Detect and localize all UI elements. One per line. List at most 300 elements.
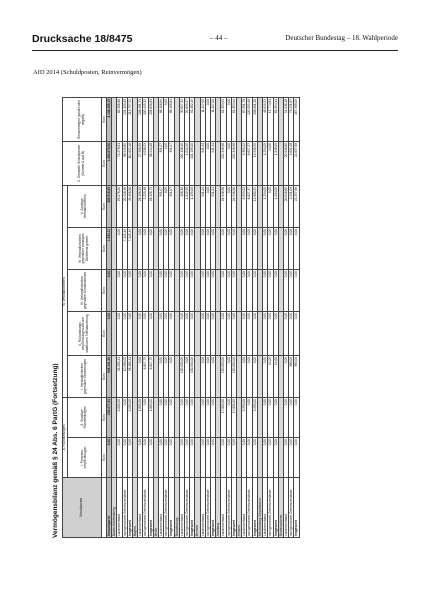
value-cell: 0,00 xyxy=(138,355,143,397)
value-cell: 38.543,85 xyxy=(122,141,127,185)
col-header: IV. Verbindlichkeiten gegenüber sonstigen Darlehens-gebern xyxy=(67,227,101,269)
row-label: Insgesamt xyxy=(148,478,153,538)
row-label: Insgesamt xyxy=(294,478,299,538)
value-cell: 0,00 xyxy=(200,227,205,269)
value-cell: 0,00 xyxy=(185,227,190,269)
row-label: Brandenburg xyxy=(174,478,179,538)
value-cell: 0,00 xyxy=(211,269,216,311)
value-cell: 192.346,56 xyxy=(231,141,236,185)
value-cell: 20.016,60 xyxy=(283,141,288,185)
value-cell: 0,00 xyxy=(242,227,247,269)
value-cell: 20.016,60 xyxy=(283,185,288,227)
value-cell: 0,00 xyxy=(159,227,164,269)
value-cell: 24.546,56 xyxy=(221,185,226,227)
value-cell: 120.559,48 xyxy=(247,97,252,141)
row-label: Landesverband xyxy=(283,478,288,538)
value-cell: 0,00 xyxy=(200,397,205,437)
value-cell: 87.501,78 xyxy=(242,97,247,141)
col-header: I. Verbindlichkeiten gegenüber Gliederungen xyxy=(67,355,101,397)
value-cell: 9.038,23 xyxy=(143,141,148,185)
value-cell: 0,00 xyxy=(226,97,231,141)
value-cell: 0,00 xyxy=(169,355,174,397)
value-cell: 0,00 xyxy=(268,185,273,227)
value-cell: 0,00 xyxy=(185,438,190,478)
table-title: Vermögensbilanz gemäß § 24 Abs. 6 PartG (Fortsetzung) xyxy=(52,363,59,538)
value-cell: 0,00 xyxy=(289,269,294,311)
value-cell: 0,00 xyxy=(138,438,143,478)
col-header: V. Sonstige Verbindlichkeiten xyxy=(67,185,101,227)
value-cell: 0,00 xyxy=(117,311,122,355)
value-cell: 0,00 xyxy=(117,227,122,269)
value-cell: 0,00 xyxy=(107,269,112,311)
value-cell: 25.078,20 xyxy=(117,185,122,227)
value-cell: 0,00 xyxy=(283,397,288,437)
value-cell: 380,00 xyxy=(294,355,299,397)
value-cell: 0,00 xyxy=(273,397,278,437)
value-cell: 2.241,08 xyxy=(289,185,294,227)
value-cell: 0,00 xyxy=(226,355,231,397)
value-cell: 391,07 xyxy=(169,185,174,227)
value-cell: 0,00 xyxy=(148,438,153,478)
value-cell: 0,00 xyxy=(179,438,184,478)
value-cell: 941,24 xyxy=(211,185,216,227)
value-cell: 0,00 xyxy=(185,355,190,397)
value-cell: 0,00 xyxy=(247,438,252,478)
value-cell: 0,00 xyxy=(190,311,195,355)
value-cell: 0,00 xyxy=(211,397,216,437)
unit-cell: Euro xyxy=(101,227,106,269)
value-cell: 192.346,56 xyxy=(221,141,226,185)
value-cell: 0,00 xyxy=(179,227,184,269)
value-cell: 94.036,18 xyxy=(283,97,288,141)
value-cell: 100.000,00 xyxy=(179,355,184,397)
value-cell: 0,00 xyxy=(252,227,257,269)
table-row xyxy=(294,97,299,537)
value-cell: 0,00 xyxy=(179,311,184,355)
value-cell: 0,00 xyxy=(205,227,210,269)
value-cell: 51.462,49 xyxy=(190,97,195,141)
value-cell: 0,00 xyxy=(148,269,153,311)
value-cell: 941,24 xyxy=(211,141,216,185)
value-cell: 439.518,56 xyxy=(107,185,112,227)
value-cell: 6.053,22 xyxy=(242,185,247,227)
row-label: nachgeordnete Gebietsverbände xyxy=(226,478,231,538)
value-cell: 28.326,73 xyxy=(148,185,153,227)
unit-cell: Euro xyxy=(101,355,106,397)
value-cell: 0,00 xyxy=(159,355,164,397)
value-cell: 14,00 xyxy=(268,355,273,397)
table-body xyxy=(107,97,300,537)
col-header: III. Verbindlichkeiten gegenüber Kreditinstituten xyxy=(67,269,101,311)
value-cell: 0,00 xyxy=(138,227,143,269)
value-cell: 0,00 xyxy=(148,227,153,269)
value-cell: 0,00 xyxy=(226,397,231,437)
value-cell: 0,00 xyxy=(190,397,195,437)
value-cell: 0,00 xyxy=(179,269,184,311)
value-cell: 0,00 xyxy=(143,269,148,311)
value-cell: 17.800,00 xyxy=(231,397,236,437)
row-label: Insgesamt xyxy=(252,478,257,538)
row-label: Bayern xyxy=(133,478,138,538)
value-cell: 36.944,48 xyxy=(148,141,153,185)
value-cell: 0,00 xyxy=(200,438,205,478)
value-cell: 15.930,59 xyxy=(252,141,257,185)
row-label: Landesverband xyxy=(263,478,268,538)
row-label: nachgeordnete Gebietsverbände xyxy=(143,478,148,538)
value-cell: 0,00 xyxy=(247,269,252,311)
page-header xyxy=(32,33,398,49)
value-cell: 0,00 xyxy=(122,311,127,355)
value-cell: 0,00 xyxy=(289,397,294,437)
value-cell: 0,00 xyxy=(164,355,169,397)
value-cell: 0,00 xyxy=(205,397,210,437)
value-cell: 0,00 xyxy=(164,311,169,355)
value-cell: 0,00 xyxy=(122,269,127,311)
value-cell: 26.106,25 xyxy=(138,185,143,227)
value-cell: 126,10 xyxy=(179,185,184,227)
parliament-label: Deutscher Bundestag – 18. Wahlperiode xyxy=(285,34,398,42)
value-cell: 167.968,05 xyxy=(294,97,299,141)
row-label: Landesverband xyxy=(179,478,184,538)
value-cell: 0,00 xyxy=(263,438,268,478)
value-cell: 1.800,00 xyxy=(148,397,153,437)
value-cell: 213.757,53 xyxy=(127,97,132,141)
value-cell: 380,00 xyxy=(289,355,294,397)
row-label: Insgesamt xyxy=(273,478,278,538)
value-cell: 0,00 xyxy=(221,269,226,311)
value-cell: 3.250,00 xyxy=(242,397,247,437)
value-cell: 0,00 xyxy=(164,227,169,269)
row-label: Hamburg xyxy=(216,478,221,538)
row-label: Insgesamt xyxy=(211,478,216,538)
value-cell: 0,00 xyxy=(268,227,273,269)
col-header: I. Pensions-verpflichtungen xyxy=(67,438,101,478)
value-cell: 0,00 xyxy=(268,269,273,311)
value-cell: 0,00 xyxy=(226,438,231,478)
row-label: nachgeordnete Gebietsverbände xyxy=(205,478,210,538)
value-cell: 0,00 xyxy=(252,269,257,311)
value-cell: 0,00 xyxy=(143,227,148,269)
row-label: Landesverband xyxy=(117,478,122,538)
value-cell: 56.180,41 xyxy=(127,355,132,397)
value-cell: 0,00 xyxy=(283,269,288,311)
value-cell: 0,00 xyxy=(169,438,174,478)
value-cell: 0,00 xyxy=(127,311,132,355)
value-cell: 0,00 xyxy=(205,185,210,227)
value-cell: 0,00 xyxy=(159,397,164,437)
value-cell: 27.906,25 xyxy=(138,141,143,185)
value-cell: 7.145,49 xyxy=(122,227,127,269)
value-cell: 0,00 xyxy=(169,269,174,311)
value-cell: 0,00 xyxy=(143,397,148,437)
label-header: Schuldposten xyxy=(63,478,102,538)
page-number: – 44 – xyxy=(210,34,228,42)
value-cell: 0,00 xyxy=(242,311,247,355)
value-cell: 0,00 xyxy=(231,227,236,269)
value-cell: 0,00 xyxy=(179,397,184,437)
value-cell: 391,07 xyxy=(169,141,174,185)
unit-cell: Euro xyxy=(101,185,106,227)
value-cell: 0,00 xyxy=(289,438,294,478)
row-label: Berlin xyxy=(153,478,158,538)
value-cell: 11.117,09 xyxy=(200,97,205,141)
col-header: II. Sonstige Rückstellungen xyxy=(67,397,101,437)
value-cell: 0,00 xyxy=(283,438,288,478)
value-cell: 62.394,14 xyxy=(273,97,278,141)
unit-cell: Euro xyxy=(101,438,106,478)
value-cell: 0,00 xyxy=(164,141,169,185)
rotated-balance-sheet xyxy=(52,98,372,538)
value-cell: 12.680,59 xyxy=(252,185,257,227)
value-cell: 6.817,75 xyxy=(148,355,153,397)
value-cell: 0,00 xyxy=(164,97,169,141)
value-cell: 6.817,75 xyxy=(143,355,148,397)
value-cell: 0,00 xyxy=(143,438,148,478)
unit-cell: Euro xyxy=(101,97,106,141)
value-cell: 0,00 xyxy=(190,227,195,269)
value-cell: 941,24 xyxy=(200,141,205,185)
value-cell: 11.117,09 xyxy=(211,97,216,141)
value-cell: 0,00 xyxy=(107,311,112,355)
value-cell: 0,00 xyxy=(205,269,210,311)
value-cell: 0,00 xyxy=(263,311,268,355)
value-cell: 0,00 xyxy=(143,311,148,355)
value-cell: 806.341,90 xyxy=(107,355,112,397)
value-cell: 0,00 xyxy=(263,355,268,397)
value-cell: 0,00 xyxy=(252,355,257,397)
value-cell: 101.139,00 xyxy=(190,141,195,185)
row-label: Landesverband xyxy=(242,478,247,538)
value-cell: 2.621,08 xyxy=(289,141,294,185)
value-cell: 0,00 xyxy=(211,311,216,355)
value-cell: 0,00 xyxy=(164,438,169,478)
value-cell: 6.627,37 xyxy=(247,185,252,227)
section-caption: AfD 2014 (Schuldposten, Reinvermögen) xyxy=(33,69,142,76)
value-cell: 0,00 xyxy=(231,438,236,478)
value-cell: 0,00 xyxy=(138,269,143,311)
value-cell: 0,00 xyxy=(273,438,278,478)
value-cell: 0,00 xyxy=(273,227,278,269)
value-cell: 0,00 xyxy=(117,438,122,478)
value-cell: 48.619,33 xyxy=(263,97,268,141)
value-cell: 13.774,81 xyxy=(268,97,273,141)
value-cell: 1.800,00 xyxy=(138,397,143,437)
value-cell: 0,00 xyxy=(200,355,205,397)
value-cell: 0,00 xyxy=(138,311,143,355)
row-label: Gesamtpartei xyxy=(107,478,112,538)
value-cell: 0,00 xyxy=(294,311,299,355)
row-label: Landesverband xyxy=(159,478,164,538)
row-label: Landesverband xyxy=(200,478,205,538)
row-label: Niedersachsen xyxy=(278,478,283,538)
value-cell: 0,00 xyxy=(211,227,216,269)
value-cell: 88.106,84 xyxy=(169,97,174,141)
value-cell: 0,00 xyxy=(169,311,174,355)
value-cell: 0,00 xyxy=(283,355,288,397)
row-label: Insgesamt xyxy=(231,478,236,538)
value-cell: 1.012,90 xyxy=(185,185,190,227)
value-cell: 3.250,00 xyxy=(252,397,257,437)
value-cell: 0,00 xyxy=(117,269,122,311)
value-cell: 7.145,49 xyxy=(127,227,132,269)
value-cell: 0,00 xyxy=(221,227,226,269)
value-cell: 0,00 xyxy=(268,438,273,478)
value-cell: 2.000,00 xyxy=(117,397,122,437)
value-cell: 0,00 xyxy=(247,355,252,397)
value-cell: 0,00 xyxy=(289,227,294,269)
value-cell: 1.234,05 xyxy=(273,185,278,227)
value-cell: 0,00 xyxy=(294,227,299,269)
value-cell: 20.418,36 xyxy=(122,185,127,227)
row-label: Bremen xyxy=(195,478,200,538)
value-cell: 206.896,63 xyxy=(148,97,153,141)
col-header: II. Rückzahlungs-verpflichtungen aus der staatlichen Teilfinanzierung xyxy=(67,311,101,355)
value-cell: 0,00 xyxy=(273,269,278,311)
value-cell: 941,24 xyxy=(200,185,205,227)
value-cell: 110.822,46 xyxy=(127,141,132,185)
value-cell: 0,00 xyxy=(231,269,236,311)
value-cell: 17.800,00 xyxy=(221,397,226,437)
value-cell: 45.200,41 xyxy=(117,355,122,397)
value-cell: 0,00 xyxy=(159,311,164,355)
value-cell: 0,00 xyxy=(273,311,278,355)
value-cell: 0,00 xyxy=(231,311,236,355)
value-cell: 0,00 xyxy=(169,397,174,437)
value-cell: 0,00 xyxy=(185,397,190,437)
value-cell: 45.496,56 xyxy=(127,185,132,227)
value-cell: 203.077,93 xyxy=(107,397,112,437)
value-cell: 72.278,61 xyxy=(117,141,122,185)
value-cell: 0,00 xyxy=(263,227,268,269)
group-b-header: B. Verbindlichkeiten xyxy=(63,185,68,397)
value-cell: 0,00 xyxy=(268,397,273,437)
value-cell: 0,00 xyxy=(122,438,127,478)
value-cell: 14,00 xyxy=(273,355,278,397)
value-cell: 62.353,94 xyxy=(231,97,236,141)
row-label: Landesverband xyxy=(221,478,226,538)
value-cell: 0,00 xyxy=(205,311,210,355)
col-header-total: C. Gesamte Schuldposten (Summe A und B) xyxy=(63,141,102,185)
value-cell: 6.627,37 xyxy=(247,141,252,185)
group-a-header: A. Rückstellungen xyxy=(63,397,68,477)
unit-cell: Euro xyxy=(101,269,106,311)
row-label: Insgesamt xyxy=(127,478,132,538)
value-cell: 0,00 xyxy=(242,438,247,478)
value-cell: 391,07 xyxy=(159,185,164,227)
value-cell: 22.257,68 xyxy=(294,185,299,227)
value-cell: 0,00 xyxy=(283,227,288,269)
row-label: nachgeordnete Gebietsverbände xyxy=(247,478,252,538)
value-cell: 100.126,10 xyxy=(179,141,184,185)
value-cell: 1.012,90 xyxy=(185,141,190,185)
value-cell: 0,00 xyxy=(159,438,164,478)
value-cell: 0,00 xyxy=(247,227,252,269)
value-cell: 0,00 xyxy=(211,438,216,478)
value-cell: 0,00 xyxy=(205,141,210,185)
value-cell: 0,00 xyxy=(268,311,273,355)
value-cell: 0,00 xyxy=(185,311,190,355)
value-cell: 0,00 xyxy=(122,397,127,437)
value-cell: 0,00 xyxy=(205,355,210,397)
value-cell: 150.000,00 xyxy=(231,355,236,397)
value-cell: 0,00 xyxy=(190,438,195,478)
value-cell: 22.637,68 xyxy=(294,141,299,185)
value-cell: 106.481,31 xyxy=(138,97,143,141)
row-label: nachgeordnete Gebietsverbände xyxy=(122,478,127,538)
row-label: Hessen xyxy=(237,478,242,538)
value-cell: 9.303,22 xyxy=(242,141,247,185)
value-cell: 1.932,11 xyxy=(107,227,112,269)
value-cell: 0,00 xyxy=(205,97,210,141)
value-cell: 0,00 xyxy=(226,227,231,269)
value-cell: 30.607,32 xyxy=(179,97,184,141)
value-cell: 0,00 xyxy=(242,269,247,311)
value-cell: 0,00 xyxy=(190,269,195,311)
value-cell: 0,00 xyxy=(242,355,247,397)
value-cell: 0,00 xyxy=(294,438,299,478)
value-cell: 150.000,00 xyxy=(221,355,226,397)
value-cell: 0,00 xyxy=(169,227,174,269)
value-cell: 0,00 xyxy=(283,311,288,355)
value-cell: 1.234,05 xyxy=(263,185,268,227)
value-cell: 0,00 xyxy=(164,269,169,311)
row-label: nachgeordnete Gebietsverbände xyxy=(268,478,273,538)
unit-cell: Euro xyxy=(101,397,106,437)
value-cell: 24.546,56 xyxy=(231,185,236,227)
value-cell: 0,00 xyxy=(294,269,299,311)
value-cell: 1.234,05 xyxy=(263,141,268,185)
value-cell: 100.000,00 xyxy=(190,355,195,397)
value-cell: 0,00 xyxy=(247,311,252,355)
value-cell: 0,00 xyxy=(263,397,268,437)
value-cell: 73.931,87 xyxy=(289,97,294,141)
row-label: nachgeordnete Gebietsverbände xyxy=(289,478,294,538)
value-cell: 2.220,48 xyxy=(143,185,148,227)
value-cell: 0,00 xyxy=(148,311,153,355)
row-label: Insgesamt xyxy=(190,478,195,538)
value-cell: 14,00 xyxy=(268,141,273,185)
document-reference: Drucksache 18/8475 xyxy=(32,33,133,45)
row-label: Landesverband xyxy=(138,478,143,538)
value-cell: 0,00 xyxy=(107,438,112,478)
value-cell: 10.980,00 xyxy=(122,355,127,397)
value-cell: 0,00 xyxy=(164,397,169,437)
value-cell: 4.138.295,19 xyxy=(107,97,112,141)
value-cell: 0,00 xyxy=(164,185,169,227)
value-cell: 1.139,00 xyxy=(190,185,195,227)
value-cell: 0,00 xyxy=(127,438,132,478)
value-cell: 88.106,84 xyxy=(159,97,164,141)
row-label: Mecklenburg-Vorpommern xyxy=(257,478,262,538)
value-cell: 82.566,88 xyxy=(117,97,122,141)
value-cell: 0,00 xyxy=(200,269,205,311)
value-cell: 0,00 xyxy=(252,438,257,478)
value-cell: 0,00 xyxy=(252,311,257,355)
row-label: Baden-Württemberg xyxy=(112,478,117,538)
value-cell: 0,00 xyxy=(226,141,231,185)
unit-cell: Euro xyxy=(101,141,106,185)
value-cell: 0,00 xyxy=(226,311,231,355)
value-cell: 62.353,94 xyxy=(221,97,226,141)
value-cell: 1.248,05 xyxy=(273,141,278,185)
value-cell: 208.061,26 xyxy=(252,97,257,141)
value-cell: 0,00 xyxy=(263,269,268,311)
row-label: nachgeordnete Gebietsverbände xyxy=(164,478,169,538)
unit-cell: Euro xyxy=(101,311,106,355)
col-header-net: Reinvermögen (positiv oder negativ) xyxy=(63,97,102,141)
value-cell: 0,00 xyxy=(226,185,231,227)
value-cell: 0,00 xyxy=(159,269,164,311)
